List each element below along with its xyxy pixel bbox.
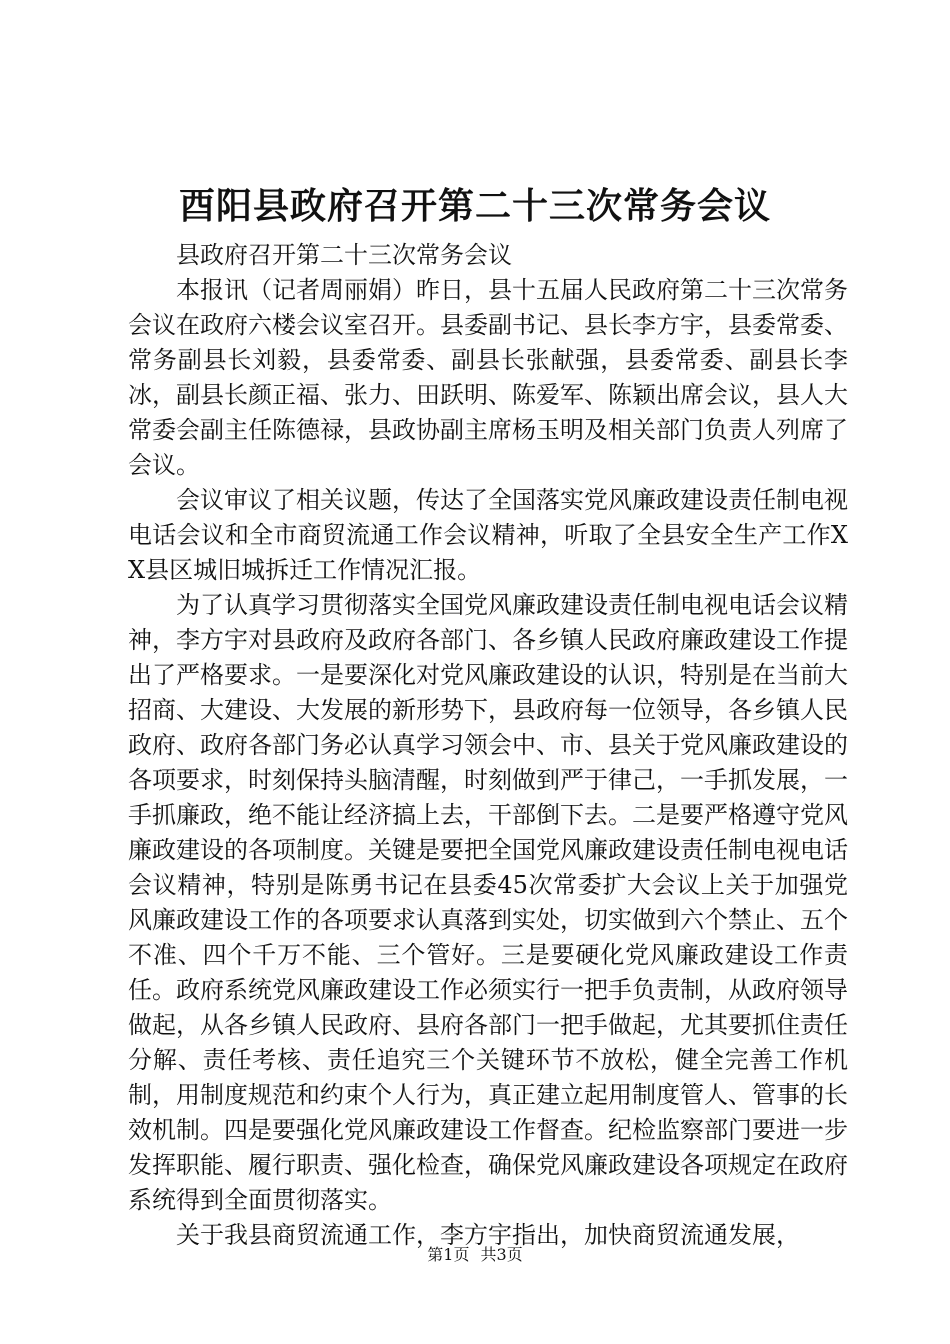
subtitle-paragraph: 县政府召开第二十三次常务会议 [176, 241, 512, 269]
body-paragraph: 为了认真学习贯彻落实全国党风廉政建设责任制电视电话会议精神，李方宇对县政府及政府各部门、各乡镇人民政府廉政建设工作提出了严格要求。一是要深化对党风廉政建设的认识，特别是在当前大招商、大建设、大发展的新形势下，县政府每一位领导，各乡镇人民政府、政府各部门务必认真学习领会中、市、县关于党风廉政建设的各项要求，时刻保持头脑清醒，时刻做到严于律己，一手抓发展，一手抓廉政，绝不能让经济搞上去，干部倒下去。二是要严格遵守党风廉政建设的各项制度。关键是要把全国党风廉政建设责任制电视电话会议精神，特别是陈勇书记在县委45次常委扩大会议上关于加强党风廉政建设工作的各项要求认真落到实处，切实做到六个禁止、五个不准、四个千万不能、三个管好。三是要硬化党风廉政建设工作责任。政府系统党风廉政建设工作必须实行一把手负责制，从政府领导做起，从各乡镇人民政府、县府各部门一把手做起，尤其要抓住责任分解、责任考核、责任追究三个关键环节不放松，健全完善工作机制，用制度规范和约束个人行为，真正建立起用制度管人、管事的长效机制。四是要强化党风廉政建设工作督查。纪检监察部门要进一步发挥职能、履行职责、强化检查，确保党风廉政建设各项规定在政府系统得到全面贯彻落实。 [128, 591, 848, 1214]
document-title: 酉阳县政府召开第二十三次常务会议 [178, 185, 771, 227]
page-number: 第1页 [427, 1245, 470, 1264]
page-total: 共3页 [480, 1245, 523, 1264]
page-footer [0, 1243, 950, 1267]
body-paragraph: 本报讯（记者周丽娟）昨日，县十五届人民政府第二十三次常务会议在政府六楼会议室召开。县委副书记、县长李方宇，县委常委、常务副县长刘毅，县委常委、副县长张献强，县委常委、副县长李冰，副县长颜正福、张力、田跃明、陈爱军、陈颖出席会议，县人大常委会副主任陈德禄，县政协副主席杨玉明及相关部门负责人列席了会议。 [128, 276, 848, 479]
body-paragraph: 关于我县商贸流通工作，李方宇指出，加快商贸流通发展， [176, 1221, 800, 1249]
document-body [128, 238, 848, 1253]
body-paragraph: 会议审议了相关议题，传达了全国落实党风廉政建设责任制电视电话会议和全市商贸流通工作会议精神，听取了全县安全生产工作XX县区城旧城拆迁工作情况汇报。 [128, 486, 848, 584]
